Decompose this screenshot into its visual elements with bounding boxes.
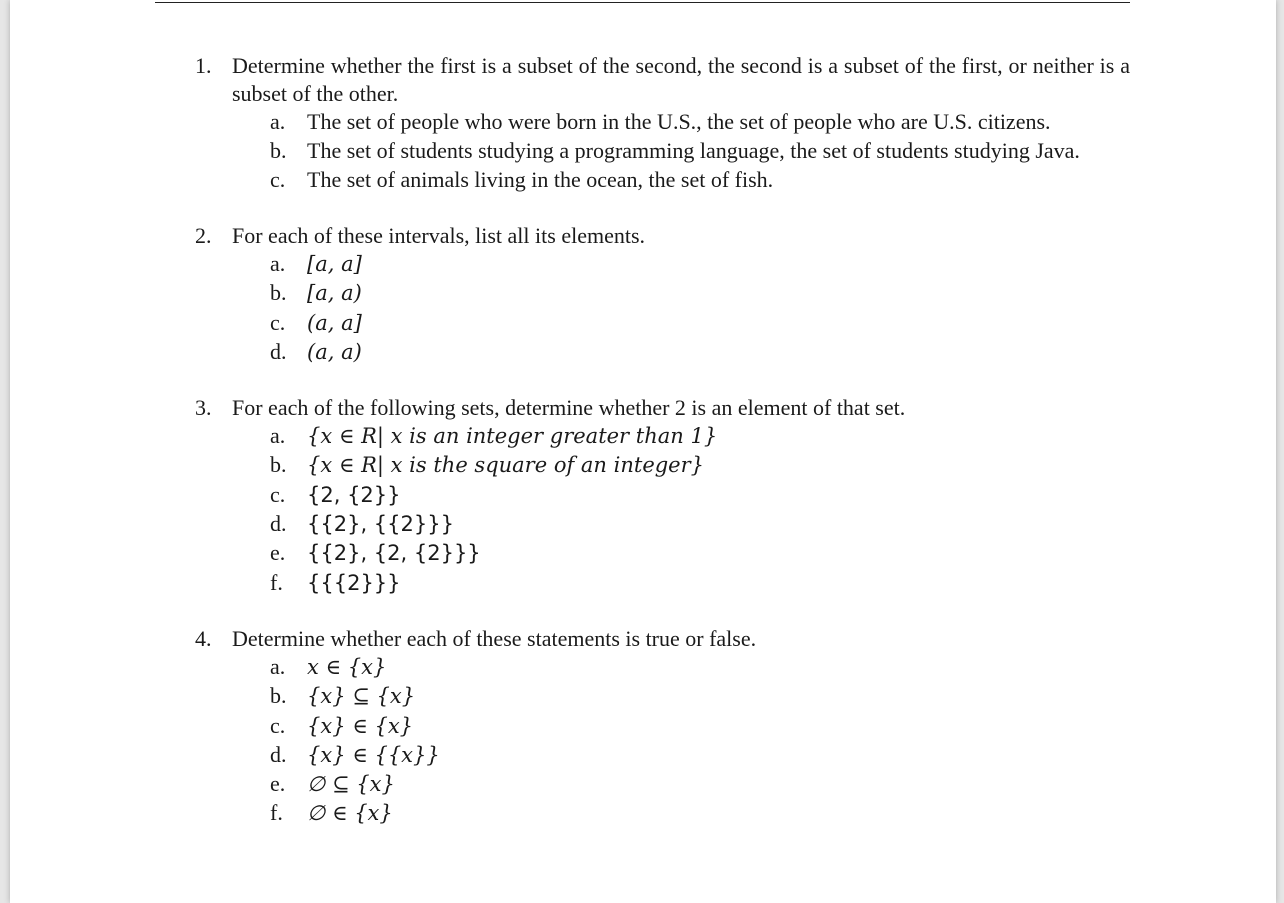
sub-item-label: a. bbox=[270, 109, 286, 134]
sub-item-label: c. bbox=[270, 481, 286, 507]
interval-expression: (a, a) bbox=[307, 339, 362, 364]
sub-item bbox=[232, 166, 1130, 195]
sub-item-text: The set of animals living in the ocean, the set of fish. bbox=[307, 167, 774, 192]
sub-item-label: d. bbox=[270, 741, 287, 767]
question-number: 4. bbox=[195, 625, 212, 651]
interval-expression: [a, a) bbox=[307, 281, 362, 306]
sub-item bbox=[232, 569, 1130, 598]
sub-item-list bbox=[232, 653, 1130, 829]
set-expression: {{{2}}} bbox=[307, 570, 401, 595]
statement-expression: x ∈ {x} bbox=[307, 654, 387, 679]
sub-item-text: The set of students studying a programming language, the set of students studying Java. bbox=[307, 138, 1080, 163]
sub-item-text: The set of people who were born in the U.S., the set of people who are U.S. citizens. bbox=[307, 109, 1051, 134]
sub-item-label: b. bbox=[270, 138, 287, 163]
question-number: 1. bbox=[195, 53, 212, 78]
question-text: Determine whether the first is a subset of the second, the second is a subset of the first, or neither is a subset of the other. bbox=[232, 53, 1130, 106]
question-2 bbox=[195, 222, 1130, 367]
question-3 bbox=[195, 394, 1130, 598]
sub-item bbox=[232, 279, 1130, 308]
sub-item-list bbox=[232, 250, 1130, 367]
sub-item bbox=[232, 539, 1130, 568]
question-number: 3. bbox=[195, 395, 212, 421]
question-number: 2. bbox=[195, 223, 212, 248]
set-expression: {{2}, {{2}}} bbox=[307, 512, 454, 537]
header-rule bbox=[155, 2, 1130, 3]
set-expression: {2, {2}} bbox=[307, 482, 401, 507]
sub-item bbox=[232, 770, 1130, 799]
statement-expression: ∅ ⊆ {x} bbox=[307, 772, 395, 797]
sub-item-label: f. bbox=[270, 569, 283, 595]
statement-expression: {x} ∈ {{x}} bbox=[307, 742, 440, 767]
sub-item bbox=[232, 741, 1130, 770]
sub-item bbox=[232, 250, 1130, 279]
sub-item-label: b. bbox=[270, 683, 287, 709]
sub-item-label: e. bbox=[270, 771, 286, 797]
question-text: Determine whether each of these statements is true or false. bbox=[232, 625, 757, 651]
question-4 bbox=[195, 625, 1130, 829]
question-text: For each of the following sets, determine whether 2 is an element of that set. bbox=[232, 395, 906, 421]
sub-item-label: c. bbox=[270, 712, 286, 738]
sub-item bbox=[232, 799, 1130, 828]
statement-expression: {x} ∈ {x} bbox=[307, 713, 414, 738]
question-list bbox=[195, 52, 1130, 856]
sub-item bbox=[232, 653, 1130, 682]
sub-item bbox=[232, 422, 1130, 451]
sub-item-label: d. bbox=[270, 338, 287, 364]
interval-expression: (a, a] bbox=[307, 310, 362, 335]
sub-item bbox=[232, 137, 1130, 166]
sub-item-label: b. bbox=[270, 280, 287, 306]
set-expression: {x ∈ R| x is an integer greater than 1} bbox=[307, 424, 718, 449]
statement-expression: {x} ⊆ {x} bbox=[307, 684, 416, 709]
interval-expression: [a, a] bbox=[307, 252, 362, 276]
set-expression: {{2}, {2, {2}}} bbox=[307, 541, 481, 566]
statement-expression: ∅ ∈ {x} bbox=[307, 801, 393, 826]
set-expression: {x ∈ R| x is the square of an integer} bbox=[307, 453, 705, 478]
document-page bbox=[10, 0, 1276, 903]
question-text: For each of these intervals, list all its elements. bbox=[232, 223, 646, 248]
sub-item bbox=[232, 338, 1130, 367]
sub-item-label: c. bbox=[270, 167, 286, 192]
sub-item bbox=[232, 682, 1130, 711]
sub-item-label: d. bbox=[270, 511, 287, 537]
sub-item bbox=[232, 451, 1130, 480]
sub-item-label: f. bbox=[270, 800, 283, 826]
sub-item bbox=[232, 712, 1130, 741]
sub-item-label: e. bbox=[270, 540, 286, 566]
sub-item-list bbox=[232, 422, 1130, 598]
sub-item-list bbox=[232, 108, 1130, 195]
sub-item-label: c. bbox=[270, 309, 286, 335]
sub-item-label: a. bbox=[270, 653, 286, 679]
question-1 bbox=[195, 52, 1130, 195]
sub-item bbox=[232, 510, 1130, 539]
sub-item bbox=[232, 108, 1130, 137]
sub-item-label: a. bbox=[270, 251, 286, 276]
sub-item bbox=[232, 309, 1130, 338]
sub-item-label: a. bbox=[270, 423, 286, 449]
sub-item-label: b. bbox=[270, 452, 287, 478]
sub-item bbox=[232, 481, 1130, 510]
